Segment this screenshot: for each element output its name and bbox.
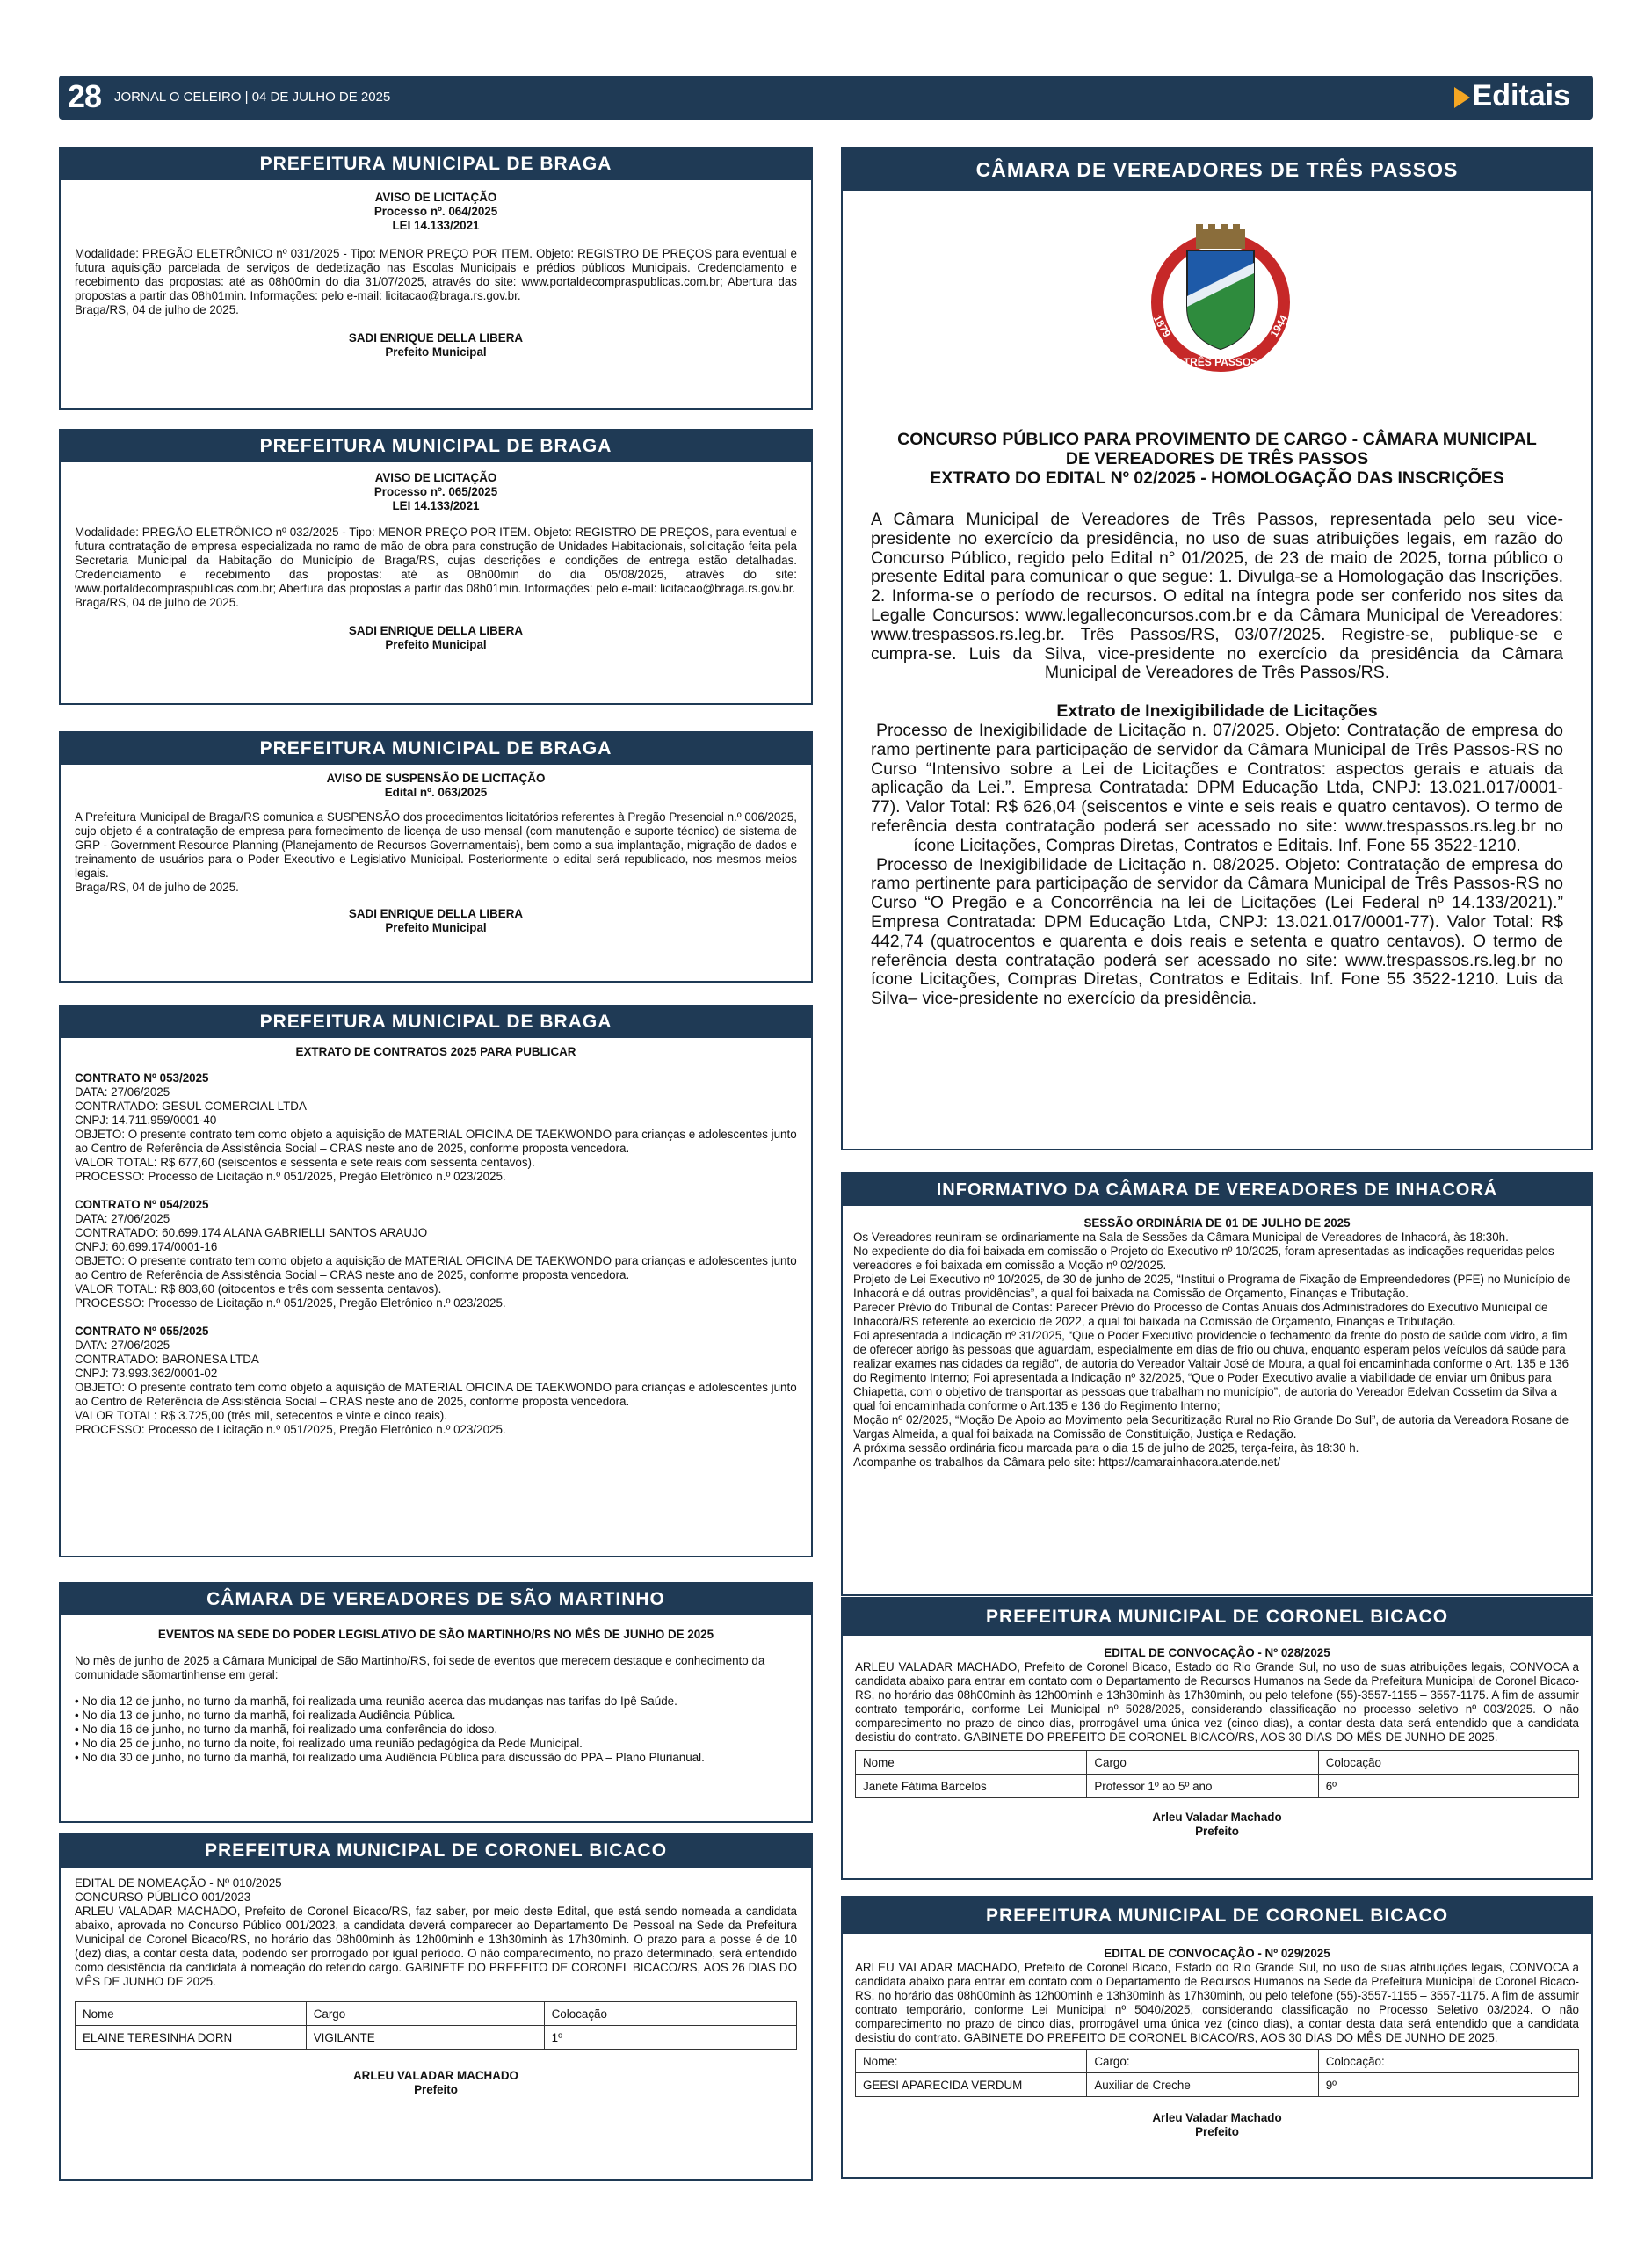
notice-coronel-bicaco-029 xyxy=(841,1896,1593,2179)
contract-title: CONTRATO Nº 053/2025 xyxy=(75,1071,209,1085)
candidate-table xyxy=(75,2001,797,2050)
paragraph: Os Vereadores reuniram-se ordinariamente na Sala de Sessões da Câmara Municipal de Vereadores de Inhacorá, às 18:30h. xyxy=(853,1230,1509,1244)
table-header: Cargo xyxy=(306,2002,544,2026)
contract-line: CNPJ: 60.699.174/0001-16 xyxy=(75,1240,218,1253)
signature-name: ARLEU VALADAR MACHADO xyxy=(353,2069,518,2082)
table-cell: 1º xyxy=(544,2026,796,2050)
paragraph: Acompanhe os trabalhos da Câmara pelo site: https://camarainhacora.atende.net/ xyxy=(853,1455,1281,1469)
table-cell: ELAINE TERESINHA DORN xyxy=(76,2026,307,2050)
notice-date: Braga/RS, 04 de julho de 2025. xyxy=(75,596,239,609)
table-cell: VIGILANTE xyxy=(306,2026,544,2050)
signature-role: Prefeito xyxy=(1195,1825,1239,1838)
section-title: Editais xyxy=(1472,79,1570,112)
notice-date: Braga/RS, 04 de julho de 2025. xyxy=(75,303,239,316)
contract-line: PROCESSO: Processo de Licitação n.º 051/2025, Pregão Eletrônico n.º 023/2025. xyxy=(75,1296,506,1310)
notice-body: Modalidade: PREGÃO ELETRÔNICO nº 031/2025 - Tipo: MENOR PREÇO POR ITEM. Objeto: REGISTRO DE PREÇOS para eventual e futura aquisição parcelada de serviços de dedetização nas Escolas Municipais e prédios públicos Municipais. Credenciamento e recebimento das propostas: até as 08h00min do dia 31/07/2025, através do site: www.portaldecompraspublicas.com.br; Abertura das propostas a partir das 08h01min. Informações: pelo e-mail: licitacao@braga.rs.gov.br. xyxy=(75,247,797,302)
notice-title: PREFEITURA MUNICIPAL DE CORONEL BICACO xyxy=(843,1898,1591,1934)
table-header: Colocação: xyxy=(1318,2050,1578,2073)
paragraph: Projeto de Lei Executivo nº 10/2025, de 30 de junho de 2025, “Institui o Programa de Fixação de Empreendedores (PFE) no Município de Inhacorá e dá outras providências”, a qual foi baixada na Comissão de Orçamento, Finanças e Tributação. xyxy=(853,1273,1571,1300)
notice-sao-martinho xyxy=(59,1582,813,1823)
table-header: Nome: xyxy=(856,2050,1087,2073)
notice-title: PREFEITURA MUNICIPAL DE BRAGA xyxy=(61,149,811,180)
notice-coronel-bicaco-nomeacao xyxy=(59,1833,813,2181)
contract-line: DATA: 27/06/2025 xyxy=(75,1339,170,1352)
notice-body: Processo de Inexigibilidade de Licitação n. 07/2025. Objeto: Contratação de empresa do ramo pertinente para participação de servidor da Câmara Municipal de Três Passos-RS no Curso “Intensivo sobre a Lei de Licitações e Contratos: aspectos gerais e atuais da aplicação da Lei.”. Empresa Contratada: DPM Educação Ltda, CNPJ: 13.021.017/0001-77). Valor Total: R$ 626,04 (seiscentos e vinte e seis reais e quatro centavos). O termo de referência desta contratação poderá ser acessado no site: www.trespassos.rs.leg.br no ícone Licitações, Compras Diretas, Contratos e Editais. Inf. Fone 55 3522-1210. xyxy=(871,720,1563,855)
notice-title: INFORMATIVO DA CÂMARA DE VEREADORES DE INHACORÁ xyxy=(843,1174,1591,1206)
table-cell: Janete Fátima Barcelos xyxy=(856,1775,1087,1798)
contract-line: OBJETO: O presente contrato tem como objeto a aquisição de MATERIAL OFICINA DE TAEKWONDO para crianças e adolescentes junto ao Centro de Referência de Assistência Social – CRAS neste ano de 2025, conforme proposta vencedora. xyxy=(75,1254,797,1281)
notice-braga-1 xyxy=(59,147,813,410)
notice-date: Braga/RS, 04 de julho de 2025. xyxy=(75,881,239,894)
heading-line: Processo nº. 065/2025 xyxy=(373,485,498,498)
notice-inhacora xyxy=(841,1172,1593,1596)
contract-line: VALOR TOTAL: R$ 3.725,00 (três mil, setecentos e vinte e cinco reais). xyxy=(75,1409,447,1422)
contract-line: PROCESSO: Processo de Licitação n.º 051/2025, Pregão Eletrônico n.º 023/2025. xyxy=(75,1423,506,1436)
events-list xyxy=(75,1695,797,1765)
contract-line: PROCESSO: Processo de Licitação n.º 051/2025, Pregão Eletrônico n.º 023/2025. xyxy=(75,1170,506,1183)
heading-line: EXTRATO DO EDITAL Nº 02/2025 - HOMOLOGAÇÃO DAS INSCRIÇÕES xyxy=(930,468,1504,488)
notice-body: Processo de Inexigibilidade de Licitação n. 08/2025. Objeto: Contratação de empresa do ramo pertinente para participação de servidor da Câmara Municipal de Três Passos-RS no Curso “O Pregão e a Concorrência na lei de Licitações (Lei Federal nº 14.133/2021).” Empresa Contratada: DPM Educação Ltda, CNPJ: 13.021.017/0001-77). Valor Total: R$ 442,74 (quatrocentos e quarenta e dois reais e setenta e quatro centavos). O termo de referência desta contratação poderá ser acessado no site: www.trespassos.rs.leg.br no ícone Licitações, Compras Diretas, Contratos e Editais. Inf. Fone 55 3522-1210. Luis da Silva– vice-presidente no exercício da presidência. xyxy=(871,854,1563,1009)
heading-line: AVISO DE LICITAÇÃO xyxy=(374,471,497,484)
signature-name: SADI ENRIQUE DELLA LIBERA xyxy=(348,624,524,637)
municipal-crest xyxy=(1133,210,1308,377)
contract-line: VALOR TOTAL: R$ 803,60 (oitocentos e três com sessenta centavos). xyxy=(75,1282,442,1296)
signature-name: Arleu Valadar Machado xyxy=(1152,1811,1282,1824)
crest-banner-text: TRÊS PASSOS xyxy=(1183,356,1258,368)
heading-line: Processo nº. 064/2025 xyxy=(373,205,498,218)
table-cell: GEESI APARECIDA VERDUM xyxy=(856,2073,1087,2097)
notice-intro: No mês de junho de 2025 a Câmara Municipal de São Martinho/RS, foi sede de eventos que merecem destaque e conhecimento da comunidade sãomartinhense em geral: xyxy=(75,1654,765,1681)
notice-title: CÂMARA DE VEREADORES DE TRÊS PASSOS xyxy=(843,149,1591,191)
table-cell: 6º xyxy=(1318,1775,1578,1798)
signature-name: SADI ENRIQUE DELLA LIBERA xyxy=(348,331,524,345)
table-row xyxy=(856,1775,1579,1798)
table-header: Colocação xyxy=(1318,1751,1578,1775)
table-cell: Professor 1º ao 5º ano xyxy=(1087,1775,1318,1798)
signature-role: Prefeito Municipal xyxy=(385,345,487,359)
contract-title: CONTRATO Nº 055/2025 xyxy=(75,1325,209,1338)
contract-line: CNPJ: 73.993.362/0001-02 xyxy=(75,1367,218,1380)
contract-line: DATA: 27/06/2025 xyxy=(75,1085,170,1099)
notice-heading: EVENTOS NA SEDE DO PODER LEGISLATIVO DE SÃO MARTINHO/RS NO MÊS DE JUNHO DE 2025 xyxy=(157,1628,714,1641)
notice-heading xyxy=(61,191,811,233)
page-header xyxy=(59,76,1593,120)
table-header: Cargo xyxy=(1087,1751,1318,1775)
page-number: 28 xyxy=(68,78,102,114)
contract-line: CONTRATADO: 60.699.174 ALANA GABRIELLI SANTOS ARAUJO xyxy=(75,1226,428,1239)
section-heading: Extrato de Inexigibilidade de Licitações xyxy=(1056,701,1378,722)
list-item: • No dia 13 de junho, no turno da manhã, foi realizada Audiência Pública. xyxy=(75,1709,456,1722)
list-item: • No dia 30 de junho, no turno da manhã, foi realizado uma Audiência Pública para discussão do PPA – Plano Plurianual. xyxy=(75,1751,705,1764)
notice-body: ARLEU VALADAR MACHADO, Prefeito de Coronel Bicaco, Estado do Rio Grande Sul, no uso de suas atribuições legais, CONVOCA a candidata abaixo para entrar em contato com o Departamento de Recursos Humanos na Sede da Prefeitura Municipal de Coronel Bicaco-RS, no horário das 08h00minh às 12h00minh e 13h30minh às 17h30minh, ou pelo telefone (55)-3557-1155 – 3557-1175. A fim de assumir contrato temporário, conforme Lei Municipal nº 5040/2025, considerando classificação no Processo Seletivo 03/2024. O não comparecimento no prazo de cinco dias, prorrogável uma única vez (cinco dias), a contar desta data será entendido que a candidata desistiu do contrato. GABINETE DO PREFEITO DE CORONEL BICACO/RS, AOS 30 DIAS DO MÊS DE JUNHO DE 2025. xyxy=(855,1961,1579,2044)
notice-body: A Prefeitura Municipal de Braga/RS comunica a SUSPENSÃO dos procedimentos licitatórios referentes à Pregão Presencial n.º 006/2025, cujo objeto é a contratação de empresa para fornecimento de licença de uso mensal (com manutenção e suporte técnico) de sistema de GRP - Government Resource Planning (Planejamento de Recursos Governamentais), bem como a sua implantação, migração de dados e treinamento de usuários para o Poder Executivo e Legislativo Municipal. Posteriormente o edital será republicado, nos mesmos meios legais. xyxy=(75,810,797,880)
notice-braga-2 xyxy=(59,429,813,705)
notice-coronel-bicaco-028 xyxy=(841,1597,1593,1880)
candidate-table xyxy=(855,2049,1579,2097)
notice-heading: EDITAL DE CONVOCAÇÃO - Nº 028/2025 xyxy=(1104,1646,1330,1659)
signature-role: Prefeito xyxy=(1195,2125,1239,2138)
paragraph: A próxima sessão ordinária ficou marcada para o dia 15 de julho de 2025, terça-feira, às 18:30 h. xyxy=(853,1441,1359,1455)
contract-entry xyxy=(75,1071,797,1184)
signature-role: Prefeito Municipal xyxy=(385,638,487,651)
list-item: • No dia 25 de junho, no turno da noite, foi realizado uma reunião pedagógica da Rede Municipal. xyxy=(75,1737,583,1750)
contract-line: OBJETO: O presente contrato tem como objeto a aquisição de MATERIAL OFICINA DE TAEKWONDO para crianças e adolescentes junto ao Centro de Referência de Assistência Social – CRAS neste ano de 2025, conforme proposta vencedora. xyxy=(75,1128,797,1155)
list-item: • No dia 12 de junho, no turno da manhã, foi realizada uma reunião acerca das mudanças nas tarifas do Ipê Saúde. xyxy=(75,1695,677,1708)
notice-heading: CONCURSO PÚBLICO 001/2023 xyxy=(75,1891,251,1904)
signature-role: Prefeito Municipal xyxy=(385,921,487,934)
notice-heading: EXTRATO DE CONTRATOS 2025 PARA PUBLICAR xyxy=(295,1045,576,1058)
table-cell: Auxiliar de Creche xyxy=(1087,2073,1318,2097)
table-header: Colocação xyxy=(544,2002,796,2026)
notice-braga-3 xyxy=(59,731,813,983)
notice-title: PREFEITURA MUNICIPAL DE CORONEL BICACO xyxy=(843,1599,1591,1636)
notice-heading: EDITAL DE NOMEAÇÃO - Nº 010/2025 xyxy=(75,1876,282,1890)
table-header: Cargo: xyxy=(1087,2050,1318,2073)
notice-body: ARLEU VALADAR MACHADO, Prefeito de Coronel Bicaco, Estado do Rio Grande Sul, no uso de suas atribuições legais, CONVOCA a candidata abaixo para entrar em contato com o Departamento de Recursos Humanos na Sede da Prefeitura Municipal de Coronel Bicaco-RS, no horário das 08h00minh às 12h00minh e 13h30minh às 17h30minh, ou pelo telefone (55)-3557-1155 – 3557-1175. A fim de assumir contrato temporário, conforme Lei Municipal nº 5028/2025, considerando classificação no processo seletivo nº 003/2025. O não comparecimento no prazo de cinco dias, prorrogável uma única vez (cinco dias), a contar desta data será entendido que a candidata desistiu do contrato. GABINETE DO PREFEITO DE CORONEL BICACO/RS, AOS 30 DIAS DO MÊS DE JUNHO DE 2025. xyxy=(855,1660,1579,1744)
table-row xyxy=(856,2073,1579,2097)
list-item: • No dia 16 de junho, no turno da manhã, foi realizado uma conferência do idoso. xyxy=(75,1723,498,1736)
table-header-row xyxy=(856,2050,1579,2073)
notice-body: A Câmara Municipal de Vereadores de Três Passos, representada pelo seu vice-presidente no exercício da presidência, no uso de suas atribuições legais, em razão do Concurso Público, regido pelo Edital n° 01/2025, de 23 de maio de 2025, torna público o presente Edital para comunicar o que segue: 1. Divulga-se a Homologação das Inscrições. 2. Informa-se o período de recursos. O edital na íntegra pode ser conferido nos sites da Legalle Concursos: www.legalleconcursos.com.br e da Câmara Municipal de Vereadores: www.trespassos.rs.leg.br. Três Passos/RS, 03/07/2025. Registre-se, publique-se e cumpra-se. Luis da Silva, vice-presidente no exercício da presidência da Câmara Municipal de Vereadores de Três Passos/RS. xyxy=(871,510,1563,683)
heading-line: CONCURSO PÚBLICO PARA PROVIMENTO DE CARGO - CÂMARA MUNICIPAL xyxy=(897,430,1537,449)
contract-line: VALOR TOTAL: R$ 677,60 (seiscentos e sessenta e sete reais com sessenta centavos). xyxy=(75,1156,535,1169)
paragraph: No expediente do dia foi baixada em comissão o Projeto do Executivo nº 10/2025, foram apresentadas as indicações requeridas pelos vereadores e foi baixada em comissão a Moção nº 02/2025. xyxy=(853,1245,1554,1272)
paragraph: Foi apresentada a Indicação nº 31/2025, “Que o Poder Executivo providencie o fechamento da frente do posto de saúde com vidro, a fim de oferecer abrigo às pessoas que aguardam, especialmente em dias de frio ou chuva, enquanto esperam pelos veículos dá saúde para realizar exames nas cidades da região”, de autoria do Vereador Valtair José de Moura, a qual foi encaminhada conforme o Art. 135 e 136 do Regimento Interno; Foi apresentada a Indicação nº 32/2025, “Que o Poder Executivo avalie a viabilidade de enviar um ônibus para Chiapetta, com o objetivo de transportar as pessoas que trabalham no município”, de autoria do Vereador Edelvan Cossetim da Silva a qual foi encaminhada conforme o Art.135 e 136 do Regimento Interno; xyxy=(853,1329,1569,1412)
contract-line: OBJETO: O presente contrato tem como objeto a aquisição de MATERIAL OFICINA DE TAEKWONDO para crianças e adolescentes junto ao Centro de Referência de Assistência Social – CRAS neste ano de 2025, conforme proposta vencedora. xyxy=(75,1381,797,1408)
crest-year-right: 1944 xyxy=(1267,312,1291,340)
notice-heading: SESSÃO ORDINÁRIA DE 01 DE JULHO DE 2025 xyxy=(1083,1216,1351,1230)
notice-braga-contracts xyxy=(59,1005,813,1557)
heading-line: LEI 14.133/2021 xyxy=(392,499,480,512)
table-cell: 9º xyxy=(1318,2073,1578,2097)
heading-line: Edital nº. 063/2025 xyxy=(384,786,488,799)
table-header-row xyxy=(856,1751,1579,1775)
heading-line: AVISO DE SUSPENSÃO DE LICITAÇÃO xyxy=(326,772,546,785)
contract-title: CONTRATO Nº 054/2025 xyxy=(75,1198,209,1211)
notice-body: Modalidade: PREGÃO ELETRÔNICO nº 032/2025 - Tipo: MENOR PREÇO POR ITEM. Objeto: REGISTRO DE PREÇOS, para eventual e futura contratação de empresa especializada no ramo de mão de obra para construção de Unidades Habitacionais, solicitação feita pela Secretaria Municipal da Habitação do Município de Braga/RS, cujas descrições e condições de entrega estão detalhadas. Credenciamento e recebimento das propostas: até as 08h00min do dia 05/08/2025, através do site: www.portaldecompraspublicas.com.br; Abertura das propostas a partir das 08h01min. Informações: pelo e-mail: licitacao@braga.rs.gov.br. xyxy=(75,526,797,595)
contracts-list xyxy=(61,1071,811,1437)
arrow-icon xyxy=(1454,87,1470,108)
signature-name: SADI ENRIQUE DELLA LIBERA xyxy=(348,907,524,920)
paragraph: Parecer Prévio do Tribunal de Contas: Parecer Prévio do Processo de Contas Anuais dos Administradores do Executivo Municipal de Inhacorá/RS referente ao exercício de 2022, a qual foi baixada na Comissão de Orçamento, Finanças e Tributação. xyxy=(853,1301,1548,1328)
table-header: Nome xyxy=(856,1751,1087,1775)
notice-title: CÂMARA DE VEREADORES DE SÃO MARTINHO xyxy=(61,1584,811,1615)
notice-tres-passos xyxy=(841,147,1593,1150)
table-header-row xyxy=(76,2002,797,2026)
crest-emblem xyxy=(1133,210,1308,377)
heading-line: DE VEREADORES DE TRÊS PASSOS xyxy=(1065,449,1369,468)
signature-role: Prefeito xyxy=(414,2083,458,2096)
notice-title: PREFEITURA MUNICIPAL DE BRAGA xyxy=(61,733,811,765)
header-info: JORNAL O CELEIRO | 04 DE JULHO DE 2025 xyxy=(114,90,391,105)
heading-line: AVISO DE LICITAÇÃO xyxy=(374,191,497,204)
notice-heading xyxy=(860,430,1574,488)
table-header: Nome xyxy=(76,2002,307,2026)
table-row xyxy=(76,2026,797,2050)
notice-heading: EDITAL DE CONVOCAÇÃO - Nº 029/2025 xyxy=(1104,1947,1330,1960)
notice-title: PREFEITURA MUNICIPAL DE BRAGA xyxy=(61,1006,811,1038)
crest-year-left: 1879 xyxy=(1150,312,1174,340)
contract-line: CONTRATADO: BARONESA LTDA xyxy=(75,1353,259,1366)
notice-title: PREFEITURA MUNICIPAL DE CORONEL BICACO xyxy=(61,1834,811,1868)
heading-line: LEI 14.133/2021 xyxy=(392,219,480,232)
contract-line: CONTRATADO: GESUL COMERCIAL LTDA xyxy=(75,1100,307,1113)
contract-entry xyxy=(75,1325,797,1437)
contract-line: DATA: 27/06/2025 xyxy=(75,1212,170,1225)
signature-name: Arleu Valadar Machado xyxy=(1152,2111,1282,2124)
contract-entry xyxy=(75,1198,797,1310)
paragraph: Moção nº 02/2025, “Moção De Apoio ao Movimento pela Securitização Rural no Rio Grande Do Sul”, de autoria da Vereadora Rosane de Vargas Almeida, a qual foi baixada na Comissão de Constituição, Justiça e Redação. xyxy=(853,1413,1569,1441)
contract-line: CNPJ: 14.711.959/0001-40 xyxy=(75,1114,217,1127)
notice-title: PREFEITURA MUNICIPAL DE BRAGA xyxy=(61,431,811,462)
notice-body: ARLEU VALADAR MACHADO, Prefeito de Coronel Bicaco/RS, faz saber, por meio deste Edital, que está sendo nomeada a candidata abaixo, aprovada no Concurso Público 001/2023, a candidata deverá comparecer ao Departamento De Pessoal na Sede da Prefeitura Municipal de Coronel Bicaco/RS, no horário das 08h00minh às 12h00minh e 13h30minh às 17h30minh. O prazo para a posse é de 10 (dez) dias, a contar desta data, podendo ser prorrogado por igual período. O não comparecimento, no prazo determinado, será entendido como desistência da candidata à nomeação do referido cargo. GABINETE DO PREFEITO DE CORONEL BICACO/RS, AOS 26 DIAS DO MÊS DE JUNHO DE 2025. xyxy=(75,1905,797,1988)
candidate-table xyxy=(855,1750,1579,1798)
